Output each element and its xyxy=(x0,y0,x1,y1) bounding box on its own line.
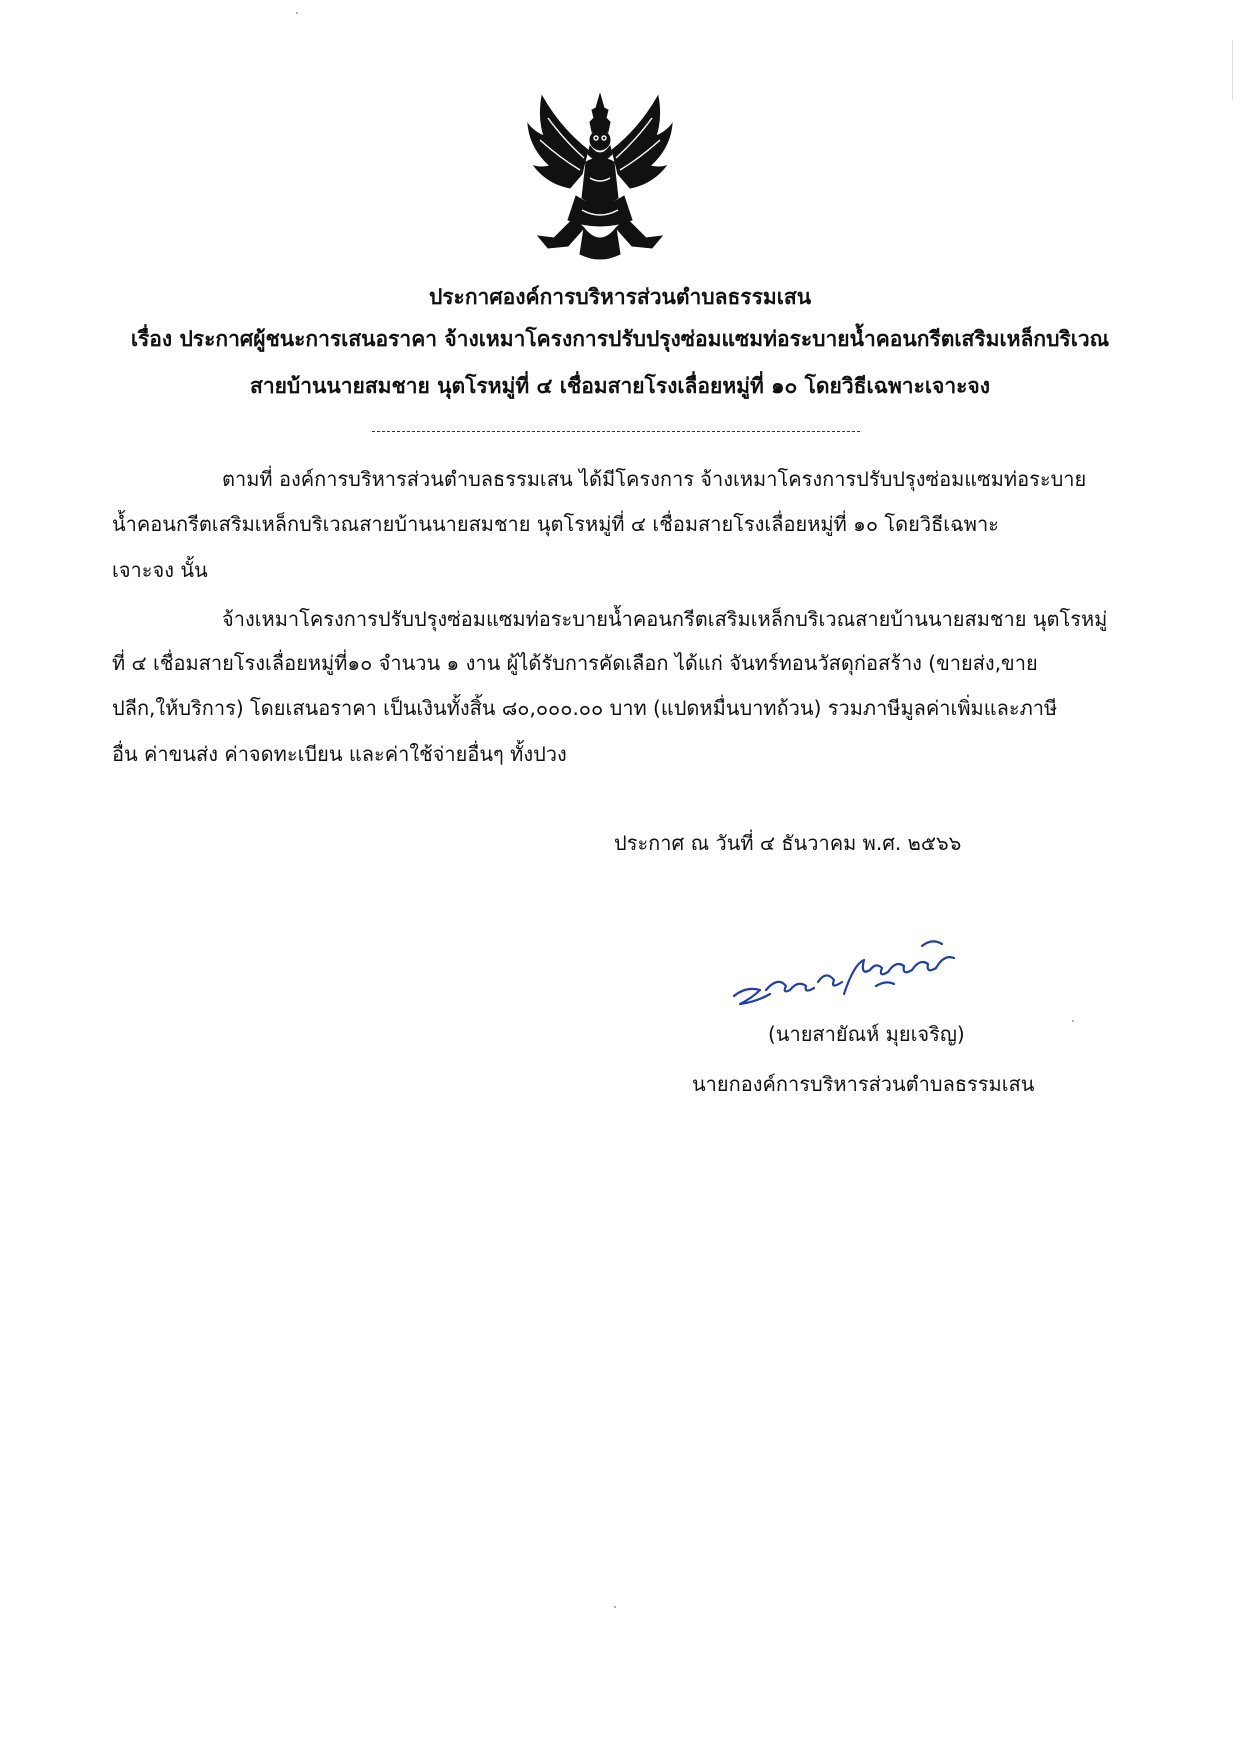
scan-speck xyxy=(296,12,298,14)
handwritten-signature-icon xyxy=(726,924,976,1014)
scan-edge xyxy=(1232,40,1233,100)
document-heading: ประกาศองค์การบริหารส่วนตำบลธรรมเสน xyxy=(428,285,812,309)
subject-line-2: สายบ้านนายสมชาย นุตโรหมู่ที่ ๔ เชื่อมสายโรงเลื่อยหมู่ที่ ๑๐ โดยวิธีเฉพาะเจาะจง xyxy=(250,374,990,398)
paragraph-2-line-2: ที่ ๔ เชื่อมสายโรงเลื่อยหมู่ที่๑๐ จำนวน ๑ งาน ผู้ได้รับการคัดเลือก ได้แก่ จันทร์ทอนวัสดุก่อสร้าง (ขายส่ง,ขาย xyxy=(112,651,1038,675)
paragraph-2-line-1: จ้างเหมาโครงการปรับปรุงซ่อมแซมท่อระบายน้ำคอนกรีตเสริมเหล็กบริเวณสายบ้านนายสมชาย นุตโรหมู่ xyxy=(222,607,1108,631)
paragraph-2-line-4: อื่น ค่าขนส่ง ค่าจดทะเบียน และค่าใช้จ่ายอื่นๆ ทั้งปวง xyxy=(112,742,567,766)
signer-name: (นายสายัณห์ มุยเจริญ) xyxy=(768,1022,965,1046)
paragraph-2-line-3: ปลีก,ให้บริการ) โดยเสนอราคา เป็นเงินทั้งสิ้น ๘๐,๐๐๐.๐๐ บาท (แปดหมื่นบาทถ้วน) รวมภาษีมูลค่าเพิ่มและภาษี xyxy=(112,696,1058,720)
scan-speck xyxy=(1072,1020,1074,1022)
garuda-emblem-icon xyxy=(520,88,680,263)
paragraph-1-line-1: ตามที่ องค์การบริหารส่วนตำบลธรรมเสน ได้มีโครงการ จ้างเหมาโครงการปรับปรุงซ่อมแซมท่อระบาย xyxy=(222,467,1087,491)
separator-line xyxy=(372,431,860,432)
signer-position: นายกองค์การบริหารส่วนตำบลธรรมเสน xyxy=(692,1072,1035,1096)
scan-speck xyxy=(614,1606,616,1608)
paragraph-1-line-3: เจาะจง นั้น xyxy=(112,558,208,582)
announcement-date: ประกาศ ณ วันที่ ๔ ธันวาคม พ.ศ. ๒๕๖๖ xyxy=(614,831,962,855)
paragraph-1-line-2: น้ำคอนกรีตเสริมเหล็กบริเวณสายบ้านนายสมชาย นุตโรหมู่ที่ ๔ เชื่อมสายโรงเลื่อยหมู่ที่ ๑๐ โดยวิธีเฉพาะ xyxy=(112,512,999,536)
subject-line-1: เรื่อง ประกาศผู้ชนะการเสนอราคา จ้างเหมาโครงการปรับปรุงซ่อมแซมท่อระบายน้ำคอนกรีตเสริมเหล็กบริเวณ xyxy=(130,327,1110,351)
